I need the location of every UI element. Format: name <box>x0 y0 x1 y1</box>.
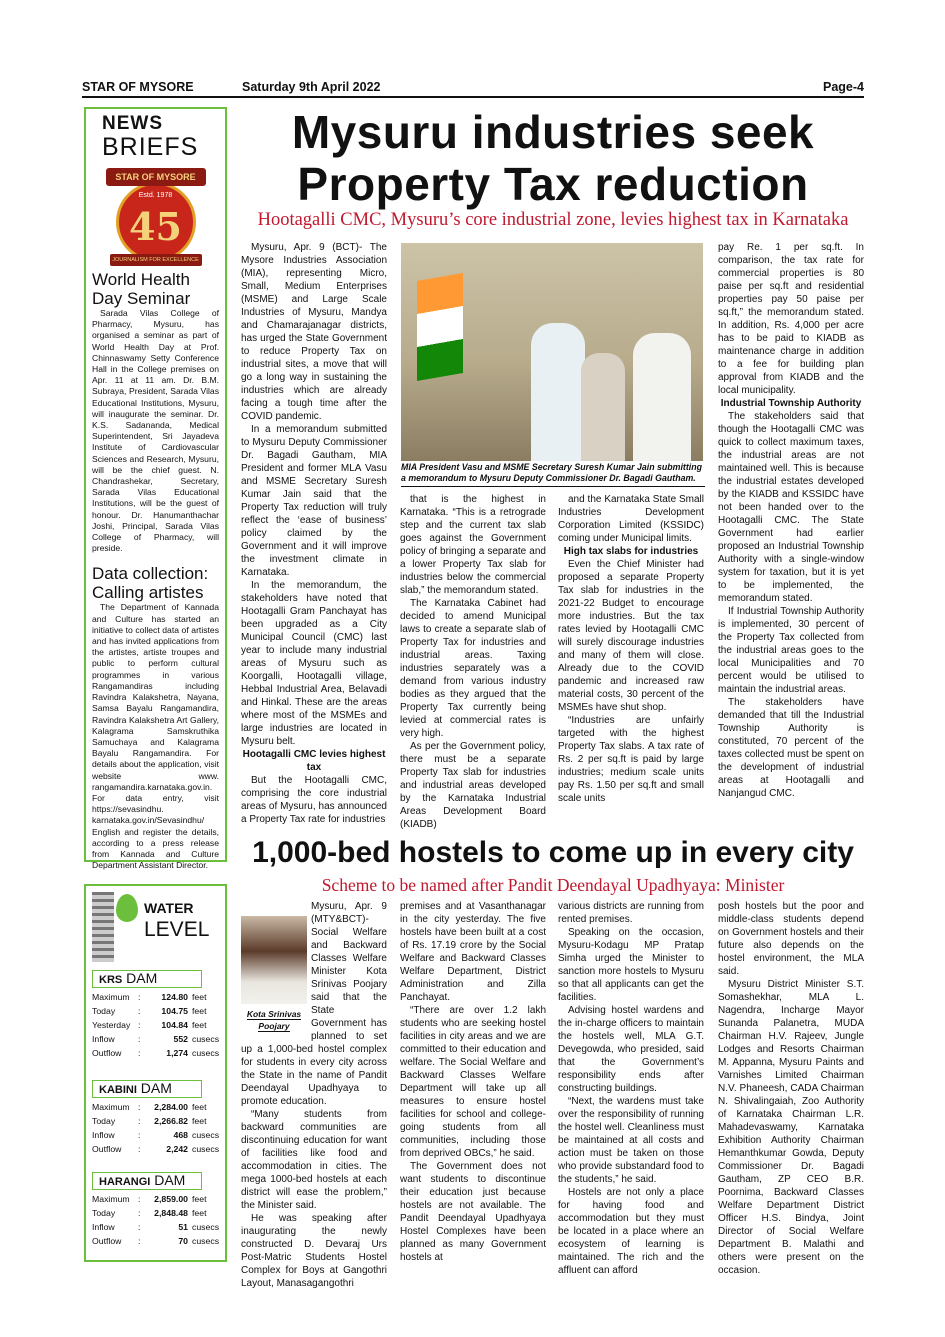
paragraph: Even the Chief Minister had proposed a separate Property Tax slab for industries in the 2021-22 Budget to encourage more industries. But the tax rates levied by Hootagalli CMC will surely discourage industries and many of them will close. Already due to the COVID pandemic and increased raw material costs, 30 percent of the MSMEs have shut shop. <box>558 559 704 713</box>
row-label: Yesterday <box>92 1020 131 1030</box>
row-unit: cusecs <box>192 1048 220 1058</box>
briefs-title-briefs: BRIEFS <box>102 133 199 161</box>
row-value: 2,266.82 <box>154 1116 188 1126</box>
colon: : <box>138 992 141 1002</box>
table-row <box>92 1020 219 1034</box>
brief-heading-line: Day Seminar <box>92 289 191 308</box>
dam-name: KABINI <box>99 1084 137 1096</box>
paragraph: The Karnataka Cabinet had decided to amend Municipal laws to create a separate slab of Property Tax for industries and industrial areas. Taxing industries separately was a demand from various industry bodies as they argued that the Property Tax currently being levied at commercial rates is very high. <box>400 598 546 739</box>
colon: : <box>138 1208 141 1218</box>
person-figure <box>531 323 585 461</box>
dam-word: DAM <box>140 1080 172 1096</box>
anniversary-logo <box>106 168 206 268</box>
dam-table <box>92 992 219 1062</box>
colon: : <box>138 1194 141 1204</box>
paragraph: Speaking on the occasion, Mysuru-Kodagu MP Pratap Simha urged the Minister to sanction more hostels to Mysuru so that all applicants can get the facilities. <box>558 927 704 1003</box>
flag-icon <box>417 273 463 381</box>
row-label: Inflow <box>92 1034 115 1044</box>
row-label: Today <box>92 1208 116 1218</box>
article2-subhead: Scheme to be named after Pandit Deendayal Upadhyaya: Minister <box>321 875 785 895</box>
paragraph: posh hostels but the poor and middle-class students depend on Government hostels and their future also depends on the hostel environment, the MLA said. <box>718 901 864 977</box>
row-value: 2,284.00 <box>154 1102 188 1112</box>
row-label: Maximum <box>92 1102 130 1112</box>
colon: : <box>138 1130 141 1140</box>
paragraph: In a memorandum submitted to Mysuru Deputy Commissioner Dr. Bagadi Gautham, MIA President and former MLA Vasu and MSME Secretary Suresh Kumar Jain said that the Property Tax reduction will truly reflect the ‘ease of business’ policy claimed by the Government and it will improve the investment climate in Karnataka. <box>241 424 387 578</box>
table-row <box>92 1102 219 1116</box>
brief-heading-line: Calling artistes <box>92 583 204 603</box>
article2-column-1 <box>241 900 387 1289</box>
article1-column-1 <box>241 241 387 831</box>
paragraph: But the Hootagalli CMC, comprising the core industrial areas of Mysuru, has announced a Property Tax rate for industries <box>241 775 387 825</box>
paragraph: Mysuru, Apr. 9 (BCT)- The Mysore Industries Association (MIA), representing Micro, Small, Medium Enterprises (MSME) and Large Scale Industries of Mysuru, Mandya and Chamarajanagar districts, has urged the State Government to reduce Property Tax on industrial sites, a move that will go a long way in sustaining the industries which are already facing a tough time after the COVID pandemic. <box>241 242 387 422</box>
row-unit: feet <box>192 1116 207 1126</box>
article1-headline <box>240 106 866 210</box>
dam-block-harangi <box>92 1172 220 1250</box>
colon: : <box>138 1102 141 1112</box>
dam-word: DAM <box>126 970 158 986</box>
article1-photo-caption: MIA President Vasu and MSME Secretary Suresh Kumar Jain submitting a memorandum to Mysuru Deputy Commissioner Dr. Bagadi Gautham. <box>401 462 705 487</box>
dam-block-kabini <box>92 1080 220 1158</box>
water-title: WATER <box>144 900 194 916</box>
colon: : <box>138 1006 141 1016</box>
dam-heading <box>92 970 202 988</box>
row-unit: cusecs <box>192 1034 220 1044</box>
row-value: 51 <box>178 1222 188 1232</box>
row-value: 552 <box>173 1034 188 1044</box>
colon: : <box>138 1236 141 1246</box>
colon: : <box>138 1144 141 1154</box>
table-row <box>92 1130 219 1144</box>
paragraph: Mysuru District Minister S.T. Somashekhar, MLA L. Nagendra, Incharge Mayor Sunanda Palanetra, MUDA Chairman H.V. Rajeev, Jungle Lodges and Resorts Chairman M. Appanna, Mysuru Paints and Varnishes Limited Chairman N.V. Phaneesh, CADA Chairman N. Shivalingaiah, Zoo Authority of Karnataka Chairman L.R. Mahadevaswamy, Karnataka Exhibition Authority Chairman Hemanthkumar Gowda, Deputy Commissioner Dr. Bagadi Gautham, ZP CEO B.R. Poornima, Backward Classes Welfare Department District Officer H.S. Bindya, Joint Director of Social Welfare Department B. Malathi and others were present on the occasion. <box>718 979 864 1276</box>
brief-heading <box>92 564 219 602</box>
portrait-caption-text: Kota Srinivas Poojary <box>246 1009 302 1031</box>
dam-heading <box>92 1080 202 1098</box>
water-level-box <box>84 884 227 1262</box>
row-unit: cusecs <box>192 1236 220 1246</box>
brief-body: Sarada Vilas College of Pharmacy, Mysuru, has organised a seminar as part of World Health Day at Prof. Chinnaswamy Setty Conference Hall in the College premises on Apr. 11 at 11 am. Dr. B.M. Subraya, President, Sarada Vilas Educational Institutions, Mysuru, will inaugurate the seminar. Dr. K.S. Sadananda, Medical Superintendent, Sri Jayadeva Institute of Cardiovascular Sciences and Research, Mysuru, will be the chief guest. N. Chandrashekar, Secretary, Sarada Vilas Educational Institutions, will be the guest of honour. Dr. Hanumanthachar Joshi, Principal, Sarada Vilas College of Pharmacy, will preside. <box>92 308 219 554</box>
dam-word: DAM <box>154 1172 186 1188</box>
colon: : <box>138 1020 141 1030</box>
table-row <box>92 992 219 1006</box>
table-row <box>92 1034 219 1048</box>
article1-column-4 <box>718 241 864 831</box>
row-value: 70 <box>178 1236 188 1246</box>
paragraph: “There are over 1.2 lakh students who are seeking hostel facilities in city areas and we are committed to their education and welfare. The Social Welfare and Backward Classes Welfare Department will take up all measures to ensure hostel facilities for school and college-going students from all communities, including those from deprived OBCs,” he said. <box>400 1005 546 1159</box>
person-figure <box>581 353 625 461</box>
table-row <box>92 1116 219 1130</box>
row-value: 104.75 <box>161 1006 188 1016</box>
row-value: 1,274 <box>166 1048 188 1058</box>
table-row <box>92 1236 219 1250</box>
row-label: Outflow <box>92 1144 122 1154</box>
issue-date: Saturday 9th April 2022 <box>242 80 381 94</box>
row-value: 2,848.48 <box>154 1208 188 1218</box>
dam-name: KRS <box>99 974 123 986</box>
paragraph: various districts are running from rented premises. <box>558 901 704 925</box>
row-label: Outflow <box>92 1048 122 1058</box>
paragraph: If Industrial Township Authority is implemented, 30 percent of the Property Tax collected from the industrial areas goes to the local Municipalities and 70 percent would be utilised to maintain the industrial areas. <box>718 606 864 695</box>
paragraph: “Many students from backward communities are discontinuing education for want of facilities like food and accommodation in cities. The mega 1000-bed hostels at each district will ease the problem,” the Minister said. <box>241 1109 387 1211</box>
dam-block-krs <box>92 970 220 1062</box>
row-label: Maximum <box>92 992 130 1002</box>
dam-name: HARANGI <box>99 1176 151 1188</box>
row-unit: cusecs <box>192 1130 220 1140</box>
paragraph: The stakeholders said that though the Hootagalli CMC was quick to collect maximum taxes, the industrial areas are not maintained well. This is because the industrial estates developed by the KIADB and KSSIDC have not been handed over to the Hootagalli CMC. The State Government had earlier proposed an Industrial Township Authority with a single-window system for taxation, but it is yet to be implemented, the memorandum stated. <box>718 411 864 604</box>
brief-heading <box>92 270 219 308</box>
brief-body: The Department of Kannada and Culture has started an initiative to collect data of artistes and has invited applications from the artistes, artiste troupes and public to perform cultural programmes in various Rangamandiras including Ravindra Kalakshetra, Nayana, Samsa Bayalu Rangamandira, Ravindra Kalakshetra Art Gallery, Kalagrama Samskruthika Samuchaya and Kalagrama Bayalu Rangamandira. For details about the application, visit website www. rangamandira.karnataka.gov.in. For data entry, visit https://sevasindhu. karnataka.gov.in/Sevasindhu/ English and register the details, according to a press release from Kannada and Culture Department Assistant Director. <box>92 602 219 871</box>
paragraph: that is the highest in Karnataka. “This is a retrograde step and the current tax slab goes against the Government policy of bringing a separate and a lower Property Tax slab for industries below the commercial slab,” the memorandum stated. <box>400 494 546 596</box>
paragraph: Mysuru, Apr. 9 (MTY&BCT)- Social Welfare and Backward Classes Welfare Minister Kota Srinivas Poojary said that the State Government has planned to set up a 1,000-bed hostel complex for students in every city across the State in the name of Pandit Deendayal Upadhyaya to promote education. <box>241 901 387 1107</box>
logo-banner: STAR OF MYSORE <box>106 168 206 186</box>
row-label: Outflow <box>92 1236 122 1246</box>
paragraph: “Industries are unfairly targeted with the highest Property Tax slabs. A tax rate of Rs. 2 per sq.ft is paid by large industries; medium scale units pay Rs. 1.50 per sq.ft and small scale units <box>558 715 704 804</box>
article2-headline: 1,000-bed hostels to come up in every city <box>252 836 854 869</box>
row-label: Maximum <box>92 1194 130 1204</box>
paragraph: As per the Government policy, there must be a separate Property Tax slab for industries and industrial areas developed by the Karnataka Industrial Areas Development Board (KIADB) <box>400 741 546 830</box>
paragraph: “Next, the wardens must take over the responsibility of running the hostel well. Cleanliness must be maintained at all costs and action must be taken on those who provide substandard food to the students,” he said. <box>558 1096 704 1185</box>
row-unit: feet <box>192 1102 207 1112</box>
article2-column-2 <box>400 900 546 1270</box>
headline-line: Mysuru industries seek <box>291 106 815 158</box>
paragraph: Advising hostel wardens and the in-charge officers to maintain the hostels well, MLA G.T. Devegowda, who presided, said that the Government’s responsibility ends after constructing buildings. <box>558 1005 704 1094</box>
row-label: Today <box>92 1116 116 1126</box>
logo-est: Estd. 1978 <box>138 192 173 199</box>
paper-name: STAR OF MYSORE <box>82 80 194 94</box>
colon: : <box>138 1222 141 1232</box>
paragraph: and the Karnataka State Small Industries Development Corporation Limited (KSSIDC) coming under Municipal limits. <box>558 494 704 544</box>
level-title: LEVEL <box>144 918 210 941</box>
logo-tagline: JOURNALISM FOR EXCELLENCE <box>110 254 202 266</box>
row-unit: cusecs <box>192 1222 220 1232</box>
row-label: Today <box>92 1006 116 1016</box>
table-row <box>92 1222 219 1236</box>
portrait-float-space <box>241 900 311 1038</box>
paragraph: The stakeholders have demanded that till the Industrial Township Authority is constituted, 70 percent of the taxes collected must be spent on the development of industrial areas at Hootagalli and Nanjangud CMC. <box>718 697 864 799</box>
article1-column-3 <box>558 493 704 831</box>
row-label: Inflow <box>92 1222 115 1232</box>
article1-column-2 <box>400 493 546 831</box>
logo-number: 45 <box>129 204 182 249</box>
article1-photo <box>401 243 703 461</box>
paragraph: The Government does not want students to discontinue their education just because hostels are not available. The Pandit Deendayal Upadhyaya Hostel Complexes have been planned as many Government hostels at <box>400 1161 546 1263</box>
row-unit: feet <box>192 1208 207 1218</box>
colon: : <box>138 1048 141 1058</box>
paragraph: He was speaking after inaugurating the newly constructed D. Devaraj Urs Post-Matric Students Hostel Complex for Boys at Gangothri Layout, Manasagangothri <box>241 1213 387 1289</box>
row-label: Inflow <box>92 1130 115 1140</box>
table-row <box>92 1144 219 1158</box>
row-unit: feet <box>192 1006 207 1016</box>
colon: : <box>138 1116 141 1126</box>
paragraph: Hostels are not only a place for having food and accommodation but they must be located in a place where an ecosystem of learning is maintained. The rich and the affluent can afford <box>558 1187 704 1276</box>
row-value: 468 <box>173 1130 188 1140</box>
subheading: Industrial Township Authority <box>720 398 862 409</box>
article2-column-3 <box>558 900 704 1276</box>
water-tower-icon <box>92 892 114 962</box>
subheading: High tax slabs for industries <box>563 546 699 557</box>
headline-line: Property Tax reduction <box>297 158 809 210</box>
table-row <box>92 1208 219 1222</box>
article1-subhead: Hootagalli CMC, Mysuru’s core industrial zone, levies highest tax in Karnataka <box>257 210 849 230</box>
colon: : <box>138 1034 141 1044</box>
paragraph: premises and at Vasanthanagar in the city yesterday. The five hostels have been built at a cost of Rs. 17.19 crore by the Social Welfare and Backward Classes Welfare Department, District Administration and Zilla Panchayat. <box>400 901 546 1003</box>
dam-table <box>92 1102 219 1158</box>
water-drop-icon <box>116 894 138 922</box>
brief-heading-line: World Health <box>92 270 190 289</box>
header-rule <box>82 96 864 98</box>
row-unit: feet <box>192 992 207 1002</box>
row-value: 104.84 <box>161 1020 188 1030</box>
paragraph: In the memorandum, the stakeholders have noted that Hootagalli Gram Panchayat has been upgraded as a City Municipal Council (CMC) last year to include many industrial areas of Mysuru such as Koorgalli, Hootagalli village, Hebbal Industrial Area, Belavadi and Hinkal. These are the areas where most of the MSMEs and large industries are located in Mysuru belt. <box>241 580 387 747</box>
brief-heading-line: Data collection: <box>92 564 209 584</box>
person-figure <box>633 333 691 461</box>
briefs-title-news: NEWS <box>102 113 163 134</box>
dam-table <box>92 1194 219 1250</box>
table-row <box>92 1194 219 1208</box>
dam-heading <box>92 1172 202 1190</box>
article2-column-4 <box>718 900 864 1276</box>
row-unit: feet <box>192 1020 207 1030</box>
table-row <box>92 1048 219 1062</box>
page-header <box>82 78 864 96</box>
row-unit: cusecs <box>192 1144 220 1154</box>
row-value: 124.80 <box>161 992 188 1002</box>
row-value: 2,242 <box>166 1144 188 1154</box>
table-row <box>92 1006 219 1020</box>
paragraph: pay Re. 1 per sq.ft. In comparison, the tax rate for commercial properties is 80 paise per sq.ft and residential properties pay 50 paise per sq.ft,” the memorandum stated. In addition, Rs. 4,000 per acre has to be paid to KIADB as maintenance charge in addition to a fee for building plan approval from KIADB and the local municipality. <box>718 242 864 396</box>
row-unit: feet <box>192 1194 207 1204</box>
news-briefs-box <box>84 107 227 871</box>
subheading: Hootagalli CMC levies highest tax <box>242 749 386 773</box>
page-number: Page-4 <box>823 80 864 94</box>
row-value: 2,859.00 <box>154 1194 188 1204</box>
